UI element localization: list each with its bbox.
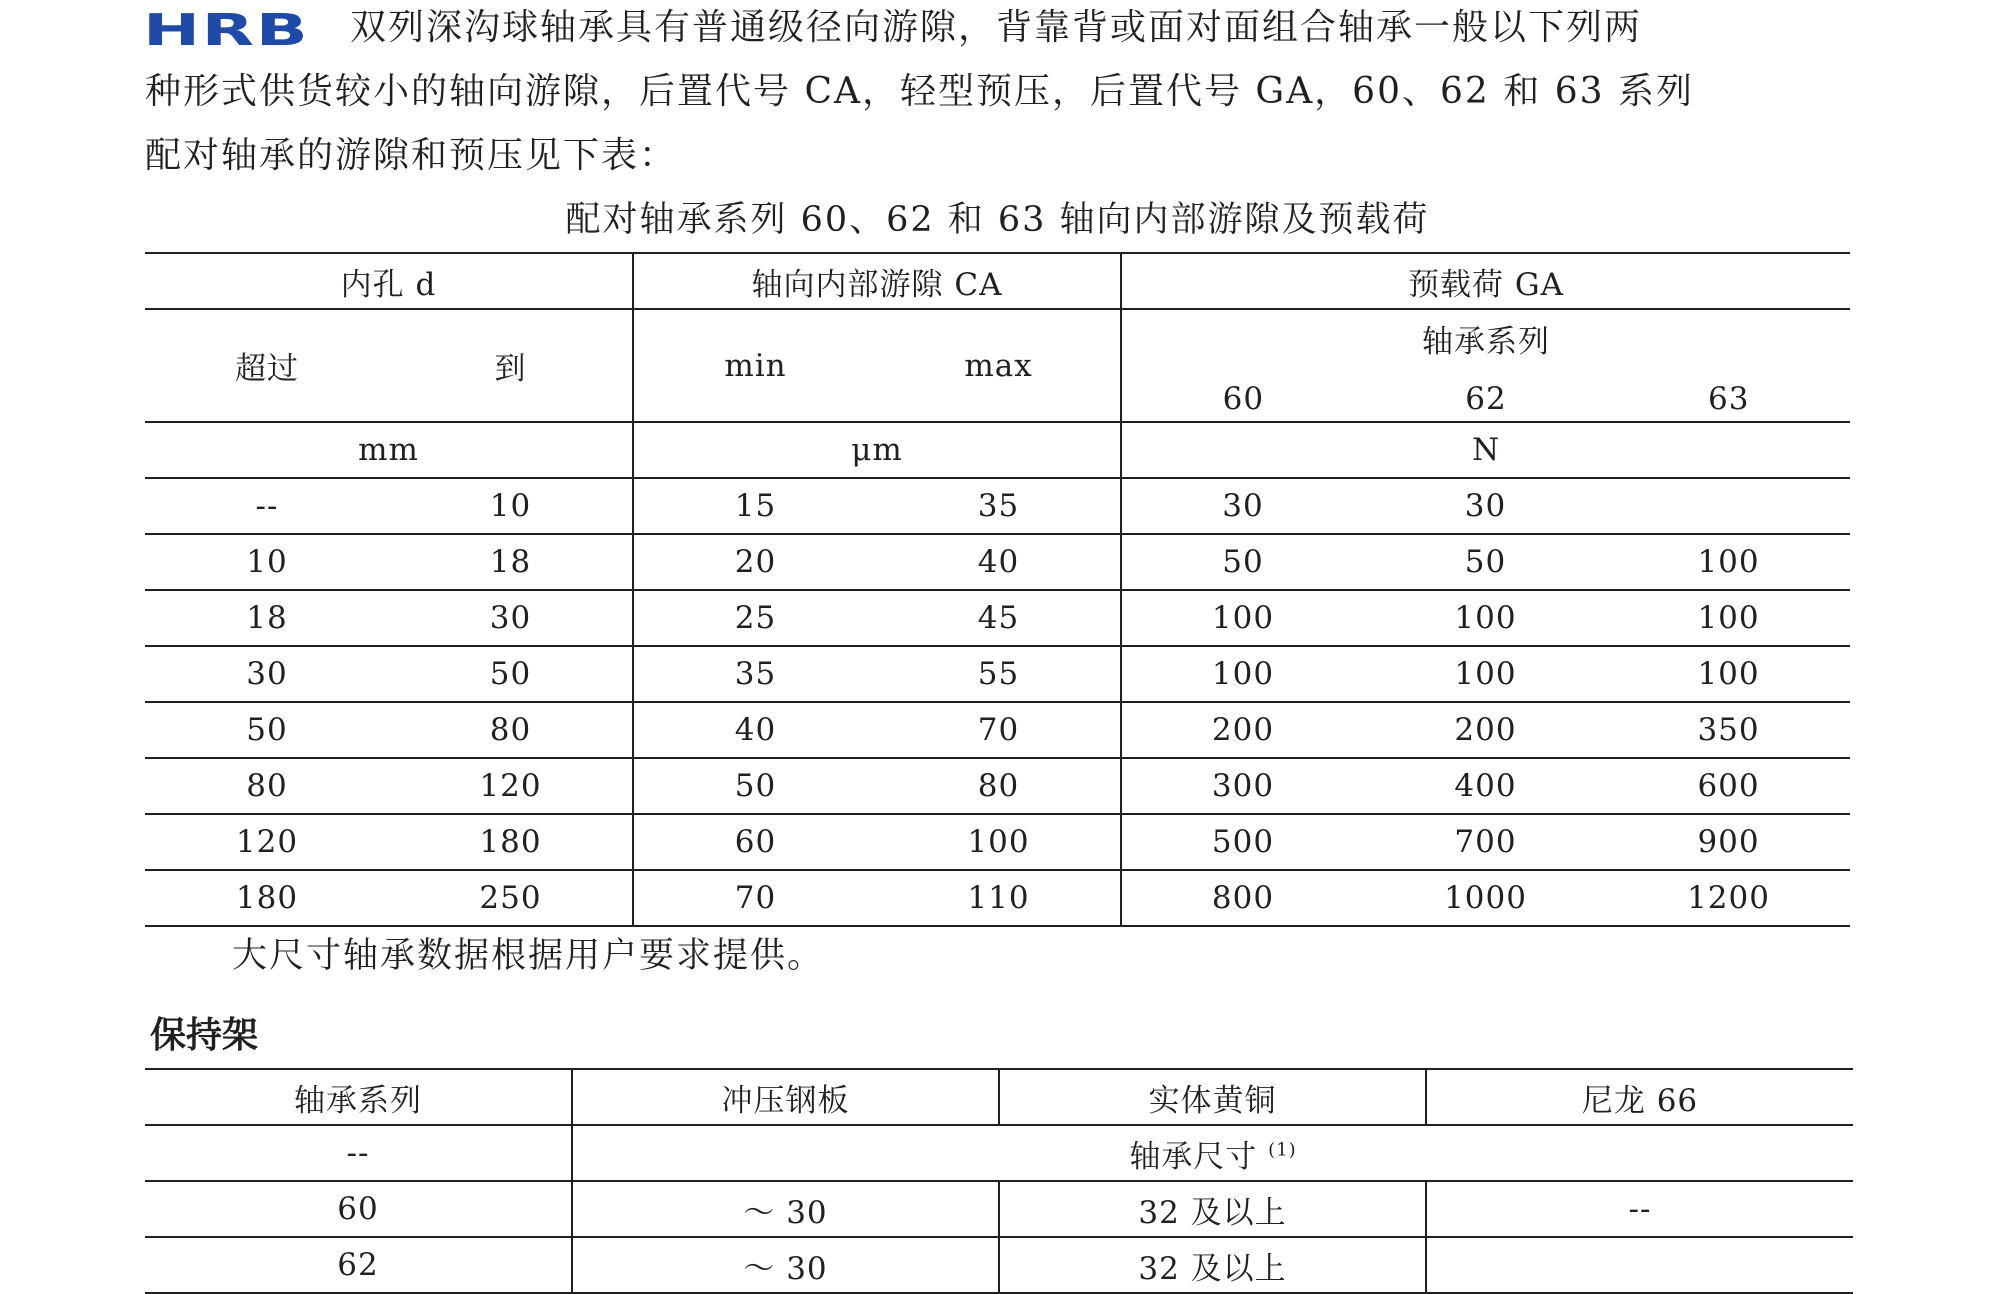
table-cell: 30 <box>1121 478 1364 534</box>
table-cell: 80 <box>389 702 633 758</box>
table-cell: 15 <box>633 478 877 534</box>
header-clearance: 轴向内部游隙 CA <box>633 253 1121 309</box>
table-cell: 900 <box>1607 814 1850 870</box>
table-cell: 40 <box>633 702 877 758</box>
series-63: 63 <box>1707 381 1750 417</box>
header-min: min <box>633 309 877 422</box>
cage-header-machined-brass: 实体黄铜 <box>999 1069 1426 1125</box>
series-62: 62 <box>1465 381 1507 417</box>
table-cell: 18 <box>389 534 633 590</box>
hrb-logo: HRB <box>143 5 310 56</box>
cage-row2-series: 60 <box>145 1181 572 1237</box>
cage-heading: 保持架 <box>150 1015 259 1056</box>
table-cell: 70 <box>633 870 877 926</box>
table-cell: 30 <box>145 646 389 702</box>
unit-mm: mm <box>145 422 633 478</box>
table1-note: 大尺寸轴承数据根据用户要求提供。 <box>232 936 825 976</box>
header-over: 超过 <box>145 309 389 422</box>
table-row <box>145 590 1850 646</box>
table-cell: 45 <box>877 590 1121 646</box>
table-cell: 10 <box>389 478 633 534</box>
table-cell: 1000 <box>1364 870 1607 926</box>
cage-row3-series: 62 <box>145 1237 572 1293</box>
series-60: 60 <box>1222 381 1265 417</box>
header-bore: 内孔 d <box>145 253 633 309</box>
table-cell: 120 <box>145 814 389 870</box>
cage-header-series: 轴承系列 <box>145 1069 572 1125</box>
clearance-preload-table <box>145 252 1850 927</box>
table-cell: 180 <box>389 814 633 870</box>
cage-row2-steel: ～ 30 <box>572 1181 999 1237</box>
bearing-series-label: 轴承系列 <box>1422 324 1551 360</box>
table-cell: 70 <box>877 702 1121 758</box>
cage-table <box>145 1068 1853 1294</box>
table-cell: 100 <box>1364 646 1607 702</box>
table-cell: 80 <box>877 758 1121 814</box>
table-cell: 400 <box>1364 758 1607 814</box>
table-cell: 30 <box>389 590 633 646</box>
header-bearing-series <box>1121 309 1850 422</box>
table-cell: 55 <box>877 646 1121 702</box>
table-cell: 50 <box>1364 534 1607 590</box>
table-row <box>145 758 1850 814</box>
intro-line-1: 双列深沟球轴承具有普通级径向游隙，背靠背或面对面组合轴承一般以下列两 <box>350 7 1643 48</box>
table-cell: 30 <box>1364 478 1607 534</box>
intro-line-3: 配对轴承的游隙和预压见下表： <box>145 135 678 176</box>
table-cell: 100 <box>1364 590 1607 646</box>
unit-um: μm <box>633 422 1121 478</box>
table-cell: 300 <box>1121 758 1364 814</box>
table-cell: 600 <box>1607 758 1850 814</box>
table-cell: 50 <box>145 702 389 758</box>
table-row <box>145 478 1850 534</box>
table-cell: 80 <box>145 758 389 814</box>
table-cell: 200 <box>1121 702 1364 758</box>
table-cell: 100 <box>1607 590 1850 646</box>
table-cell: 1200 <box>1607 870 1850 926</box>
table-cell: 60 <box>633 814 877 870</box>
table-cell: 25 <box>633 590 877 646</box>
footnote-mark: (1) <box>1268 1139 1297 1161</box>
intro-line-2: 种形式供货较小的轴向游隙，后置代号 CA，轻型预压，后置代号 GA，60、62 和 63 系列 <box>145 71 1694 112</box>
table-cell: 120 <box>389 758 633 814</box>
header-to: 到 <box>389 309 633 422</box>
cage-header-nylon66: 尼龙 66 <box>1426 1069 1853 1125</box>
table-cell <box>1607 478 1850 534</box>
table-cell: 100 <box>1121 646 1364 702</box>
table-cell: 50 <box>1121 534 1364 590</box>
header-preload: 预载荷 GA <box>1121 253 1850 309</box>
table-row <box>145 814 1850 870</box>
table-cell: 200 <box>1364 702 1607 758</box>
table-cell: 50 <box>389 646 633 702</box>
cage-row2-nylon: -- <box>1426 1181 1853 1237</box>
table-cell: 110 <box>877 870 1121 926</box>
header-max: max <box>877 309 1121 422</box>
table-row <box>145 534 1850 590</box>
cage-header-pressed-steel: 冲压钢板 <box>572 1069 999 1125</box>
table-cell: 800 <box>1121 870 1364 926</box>
cage-row1-series: -- <box>145 1125 572 1181</box>
table-cell: 100 <box>1607 534 1850 590</box>
cage-bearing-size <box>572 1125 1853 1181</box>
table-row <box>145 870 1850 926</box>
table-cell: 250 <box>389 870 633 926</box>
table-cell: 40 <box>877 534 1121 590</box>
table-cell: 50 <box>633 758 877 814</box>
table-cell: 35 <box>877 478 1121 534</box>
table-cell: 700 <box>1364 814 1607 870</box>
cage-row3-steel: ～ 30 <box>572 1237 999 1293</box>
table-cell: 350 <box>1607 702 1850 758</box>
cage-row3-nylon <box>1426 1237 1853 1293</box>
table-cell: 20 <box>633 534 877 590</box>
table-cell: 100 <box>877 814 1121 870</box>
table1-caption: 配对轴承系列 60、62 和 63 轴向内部游隙及预载荷 <box>565 200 1430 240</box>
table-cell: 18 <box>145 590 389 646</box>
cage-row2-brass: 32 及以上 <box>999 1181 1426 1237</box>
table-cell: 100 <box>1607 646 1850 702</box>
table-row <box>145 702 1850 758</box>
bearing-size-label: 轴承尺寸 <box>1129 1138 1258 1175</box>
table-cell: 180 <box>145 870 389 926</box>
table-cell: 35 <box>633 646 877 702</box>
table-cell: -- <box>145 478 389 534</box>
cage-row3-brass: 32 及以上 <box>999 1237 1426 1293</box>
table-row <box>145 646 1850 702</box>
table-cell: 100 <box>1121 590 1364 646</box>
table-cell: 10 <box>145 534 389 590</box>
table-cell: 500 <box>1121 814 1364 870</box>
unit-n: N <box>1121 422 1850 478</box>
